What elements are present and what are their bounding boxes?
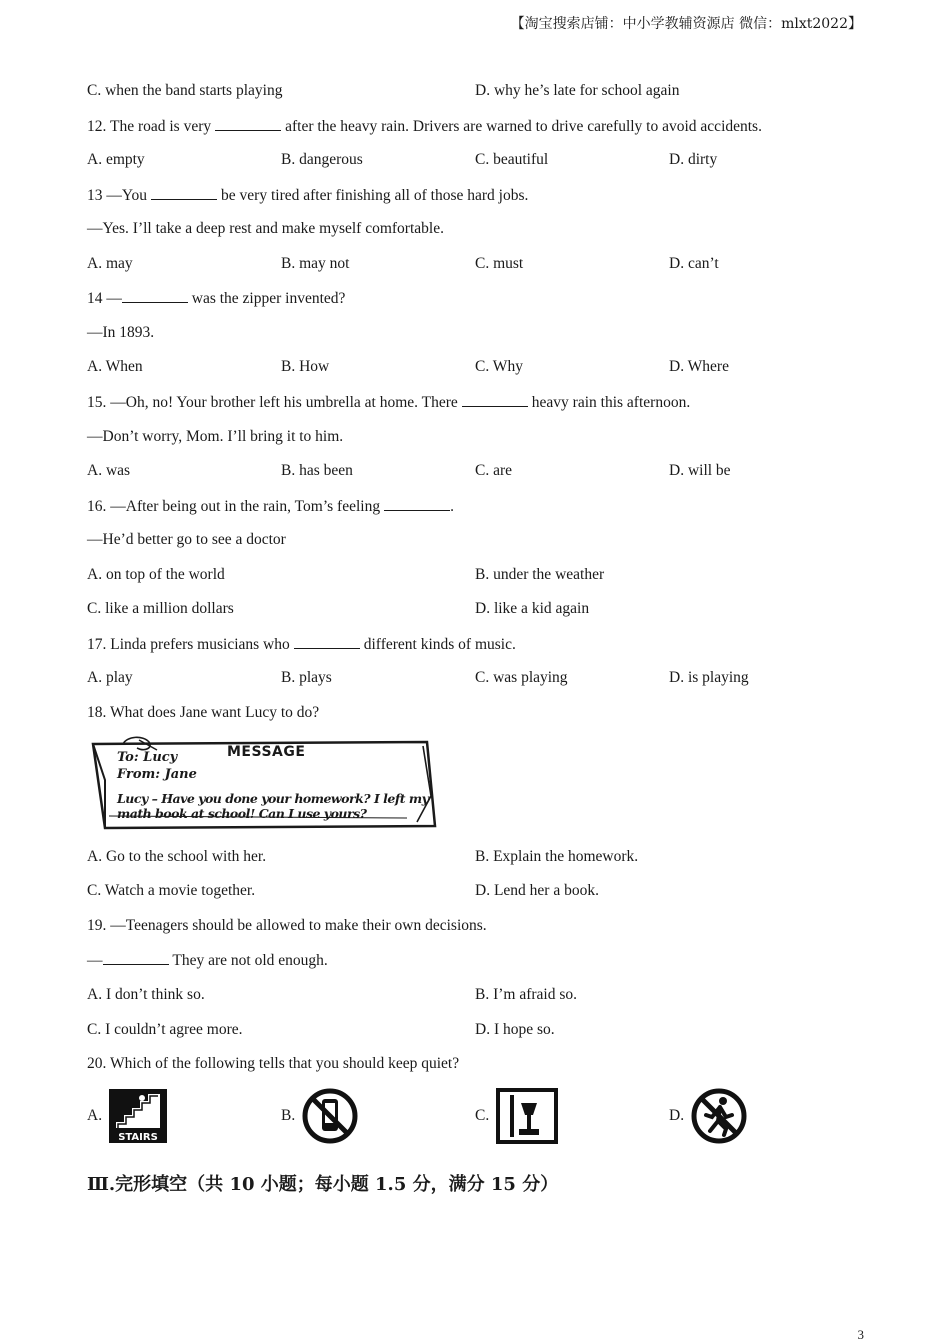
q18-option-d: D. Lend her a book.: [475, 882, 599, 899]
answer-blank: [294, 634, 360, 649]
q14-option-d: D. Where: [669, 358, 729, 375]
q18-stem: 18. What does Jane want Lucy to do?: [87, 704, 320, 721]
q16-option-b: B. under the weather: [475, 566, 605, 583]
answer-blank: [462, 392, 528, 407]
q18-options-cd: [87, 881, 867, 901]
q20-stem: 20. Which of the following tells that you should keep quiet?: [87, 1055, 460, 1072]
q15-option-a: A. was: [87, 462, 131, 479]
q13-option-b: B. may not: [281, 255, 350, 272]
q20-option-a: A. STAIRS: [87, 1086, 168, 1146]
q17-option-a: A. play: [87, 669, 133, 686]
q16-options-cd: [87, 599, 867, 619]
q11-option-c: C. when the band starts playing: [87, 82, 283, 99]
shop-header: 【淘宝搜索店铺：中小学教辅资源店 微信：mlxt2022】: [510, 16, 862, 32]
answer-blank: [151, 185, 217, 200]
q12-stem: 12. The road is very after the heavy rain. Drivers are warned to drive carefully to avoid accidents.: [87, 118, 762, 135]
page-number: 3: [857, 1327, 864, 1342]
drink-sign-icon: [495, 1087, 559, 1145]
q19-options-cd: [87, 1020, 867, 1040]
q19-option-c: C. I couldn’t agree more.: [87, 1021, 243, 1038]
q18-options-ab: [87, 847, 867, 867]
q16-option-a: A. on top of the world: [87, 566, 225, 583]
q15-stem: 15. —Oh, no! Your brother left his umbrella at home. There heavy rain this afternoon.: [87, 394, 691, 411]
q15-options: [87, 461, 867, 481]
answer-blank: [122, 288, 188, 303]
note-to: To: Lucy: [117, 750, 178, 765]
note-body-line-2: math book at school! Can I use yours?: [117, 806, 367, 821]
q17-options: [87, 668, 867, 688]
stairs-sign-label: STAIRS: [118, 1132, 158, 1143]
stairs-sign-icon: [108, 1088, 168, 1144]
q15-option-d: D. will be: [669, 462, 731, 479]
q19-option-a: A. I don’t think so.: [87, 986, 205, 1003]
no-phone-sign-icon: [301, 1087, 359, 1145]
q19-stem: 19. —Teenagers should be allowed to make their own decisions.: [87, 917, 487, 934]
q16-reply: —He’d better go to see a doctor: [87, 531, 286, 548]
q19-option-b: B. I’m afraid so.: [475, 986, 578, 1003]
q17-option-d: D. is playing: [669, 669, 749, 686]
q19-reply: — They are not old enough.: [87, 952, 328, 969]
q20-option-d: D.: [669, 1086, 748, 1146]
q14-stem: 14 — was the zipper invented?: [87, 290, 346, 307]
q14-option-a: A. When: [87, 358, 143, 375]
no-running-sign-icon: [690, 1087, 748, 1145]
q17-option-b: B. plays: [281, 669, 332, 686]
note-from: From: Jane: [117, 767, 197, 782]
q18-option-a: A. Go to the school with her.: [87, 848, 267, 865]
q12-option-d: D. dirty: [669, 151, 718, 168]
q13-option-d: D. can’t: [669, 255, 719, 272]
q12-options: [87, 150, 867, 170]
q14-option-b: B. How: [281, 358, 330, 375]
q16-options-ab: [87, 565, 867, 585]
q11-option-d: D. why he’s late for school again: [475, 82, 680, 99]
q16-stem: 16. —After being out in the rain, Tom’s feeling .: [87, 498, 454, 515]
q20-options: [87, 1086, 867, 1146]
q11-options: [87, 81, 867, 101]
message-note-picture: [87, 736, 439, 832]
answer-blank: [103, 950, 169, 965]
q12-option-c: C. beautiful: [475, 151, 549, 168]
q17-stem: 17. Linda prefers musicians who different kinds of music.: [87, 636, 516, 653]
q15-option-c: C. are: [475, 462, 513, 479]
answer-blank: [215, 116, 281, 131]
q13-option-a: A. may: [87, 255, 133, 272]
q15-reply: —Don’t worry, Mom. I’ll bring it to him.: [87, 428, 344, 445]
q13-stem: 13 —You be very tired after finishing all of those hard jobs.: [87, 187, 529, 204]
q16-option-d: D. like a kid again: [475, 600, 590, 617]
q20-option-c: C.: [475, 1086, 559, 1146]
q17-option-c: C. was playing: [475, 669, 568, 686]
q12-option-b: B. dangerous: [281, 151, 363, 168]
q20-option-b: B.: [281, 1086, 359, 1146]
answer-blank: [384, 496, 450, 511]
section-heading: Ⅲ.完形填空（共 10 小题；每小题 1.5 分，满分 15 分）: [87, 1174, 559, 1195]
q18-option-c: C. Watch a movie together.: [87, 882, 256, 899]
q15-option-b: B. has been: [281, 462, 353, 479]
q19-options-ab: [87, 985, 867, 1005]
q14-option-c: C. Why: [475, 358, 523, 375]
note-body-line-1: Lucy – Have you done your homework? I left my: [117, 791, 429, 806]
q13-reply: —Yes. I’ll take a deep rest and make myself comfortable.: [87, 220, 444, 237]
q12-option-a: A. empty: [87, 151, 145, 168]
note-title: MESSAGE: [227, 744, 306, 760]
q14-reply: —In 1893.: [87, 324, 155, 341]
q18-option-b: B. Explain the homework.: [475, 848, 639, 865]
q13-option-c: C. must: [475, 255, 524, 272]
q16-option-c: C. like a million dollars: [87, 600, 234, 617]
q14-options: [87, 357, 867, 377]
q19-option-d: D. I hope so.: [475, 1021, 555, 1038]
q13-options: [87, 254, 867, 274]
